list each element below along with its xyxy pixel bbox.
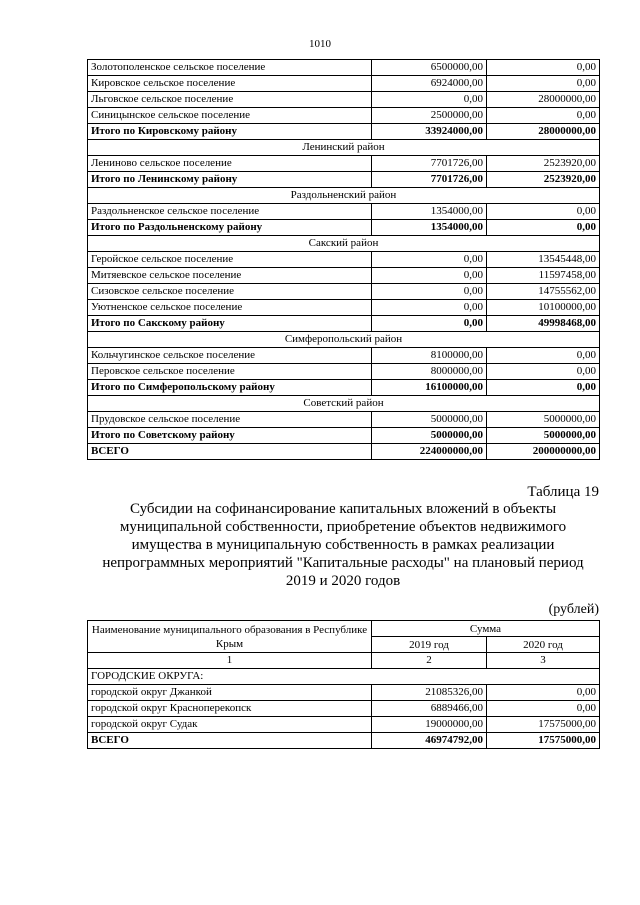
amount-2019: 1354000,00 [372,204,487,220]
amount-2019: 1354000,00 [372,220,487,236]
table-row [88,284,600,300]
subsidies-table-19 [87,620,600,749]
amount-2020: 10100000,00 [487,300,600,316]
total-label: Итого по Сакскому району [88,316,372,332]
municipality-name: городской округ Джанкой [88,685,372,701]
amount-2019: 6500000,00 [372,60,487,76]
amount-2020: 2523920,00 [487,156,600,172]
settlement-name: Кировское сельское поселение [88,76,372,92]
total-label: Итого по Симферопольскому району [88,380,372,396]
region-name: Симферопольский район [88,332,600,348]
total-row [88,316,600,332]
region-header-row [88,396,600,412]
table-row [88,348,600,364]
table-row [88,364,600,380]
table-row [88,300,600,316]
region-header-row [88,188,600,204]
total-row [88,172,600,188]
column-number: 3 [487,653,600,669]
column-number: 1 [88,653,372,669]
amount-2019: 21085326,00 [372,685,487,701]
settlement-name: Уютненское сельское поселение [88,300,372,316]
header-row [88,621,600,637]
settlement-name: Лениново сельское поселение [88,156,372,172]
amount-2020: 0,00 [487,380,600,396]
amount-2020: 0,00 [487,60,600,76]
section-title: ГОРОДСКИЕ ОКРУГА: [88,669,600,685]
table-row [88,92,600,108]
page-number: 1010 [309,38,331,50]
amount-2019: 7701726,00 [372,172,487,188]
municipality-name: городской округ Судак [88,717,372,733]
header-year-2020: 2020 год [487,637,600,653]
table-row [88,252,600,268]
amount-2020: 0,00 [487,76,600,92]
total-row [88,733,600,749]
amount-2019: 224000000,00 [372,444,487,460]
settlement-name: Геройское сельское поселение [88,252,372,268]
header-year-2019: 2019 год [372,637,487,653]
units-label: (рублей) [548,602,599,617]
amount-2019: 6889466,00 [372,701,487,717]
amount-2019: 19000000,00 [372,717,487,733]
total-label: Итого по Раздольненскому району [88,220,372,236]
subsidies-table-continued [87,59,600,460]
amount-2020: 0,00 [487,220,600,236]
amount-2019: 46974792,00 [372,733,487,749]
table-row [88,717,600,733]
table-row [88,204,600,220]
table-title: Субсидии на софинансирование капитальных вложений в объекты муниципальной собственности, приобретение объектов недвижимого имущества в муниципальную собственность в рамках реализации непрограммных мероприятий "Капитальные расходы" на плановый период 2019 и 2020 годов [102,501,584,589]
amount-2020: 11597458,00 [487,268,600,284]
amount-2020: 17575000,00 [487,717,600,733]
table-row [88,60,600,76]
total-row [88,444,600,460]
header-sum: Сумма [372,621,600,637]
total-row [88,380,600,396]
settlement-name: Льговское сельское поселение [88,92,372,108]
region-name: Советский район [88,396,600,412]
table-number-label: Таблица 19 [527,484,599,500]
amount-2020: 0,00 [487,108,600,124]
amount-2020: 0,00 [487,701,600,717]
amount-2020: 28000000,00 [487,92,600,108]
amount-2020: 28000000,00 [487,124,600,140]
amount-2019: 5000000,00 [372,428,487,444]
amount-2019: 5000000,00 [372,412,487,428]
region-header-row [88,332,600,348]
amount-2019: 7701726,00 [372,156,487,172]
region-header-row [88,236,600,252]
amount-2020: 0,00 [487,204,600,220]
amount-2020: 0,00 [487,685,600,701]
total-label: Итого по Ленинскому району [88,172,372,188]
amount-2019: 0,00 [372,316,487,332]
region-name: Сакский район [88,236,600,252]
header-name: Наименование муниципального образования в Республике Крым [88,621,372,653]
settlement-name: Кольчугинское сельское поселение [88,348,372,364]
settlement-name: Раздольненское сельское поселение [88,204,372,220]
column-number: 2 [372,653,487,669]
amount-2019: 0,00 [372,284,487,300]
table-row [88,268,600,284]
settlement-name: Перовское сельское поселение [88,364,372,380]
amount-2019: 0,00 [372,300,487,316]
amount-2019: 6924000,00 [372,76,487,92]
settlement-name: Митяевское сельское поселение [88,268,372,284]
amount-2020: 17575000,00 [487,733,600,749]
amount-2020: 5000000,00 [487,428,600,444]
table-row [88,76,600,92]
table-row [88,701,600,717]
settlement-name: Золотополенское сельское поселение [88,60,372,76]
region-header-row [88,140,600,156]
amount-2019: 0,00 [372,252,487,268]
amount-2019: 2500000,00 [372,108,487,124]
amount-2020: 5000000,00 [487,412,600,428]
amount-2019: 16100000,00 [372,380,487,396]
column-numbers-row [88,653,600,669]
amount-2020: 200000000,00 [487,444,600,460]
total-label: Итого по Советскому району [88,428,372,444]
amount-2020: 14755562,00 [487,284,600,300]
table-row [88,685,600,701]
total-row [88,124,600,140]
total-label: ВСЕГО [88,444,372,460]
municipality-name: городской округ Красноперекопск [88,701,372,717]
table-row [88,108,600,124]
region-name: Ленинский район [88,140,600,156]
amount-2020: 0,00 [487,348,600,364]
amount-2019: 0,00 [372,92,487,108]
region-name: Раздольненский район [88,188,600,204]
total-row [88,220,600,236]
total-row [88,428,600,444]
total-label: Итого по Кировскому району [88,124,372,140]
total-label: ВСЕГО [88,733,372,749]
amount-2019: 8000000,00 [372,364,487,380]
amount-2020: 49998468,00 [487,316,600,332]
settlement-name: Прудовское сельское поселение [88,412,372,428]
settlement-name: Синицынское сельское поселение [88,108,372,124]
amount-2019: 33924000,00 [372,124,487,140]
amount-2020: 13545448,00 [487,252,600,268]
section-row [88,669,600,685]
amount-2019: 8100000,00 [372,348,487,364]
table-row [88,412,600,428]
amount-2020: 2523920,00 [487,172,600,188]
amount-2020: 0,00 [487,364,600,380]
table-row [88,156,600,172]
amount-2019: 0,00 [372,268,487,284]
settlement-name: Сизовское сельское поселение [88,284,372,300]
